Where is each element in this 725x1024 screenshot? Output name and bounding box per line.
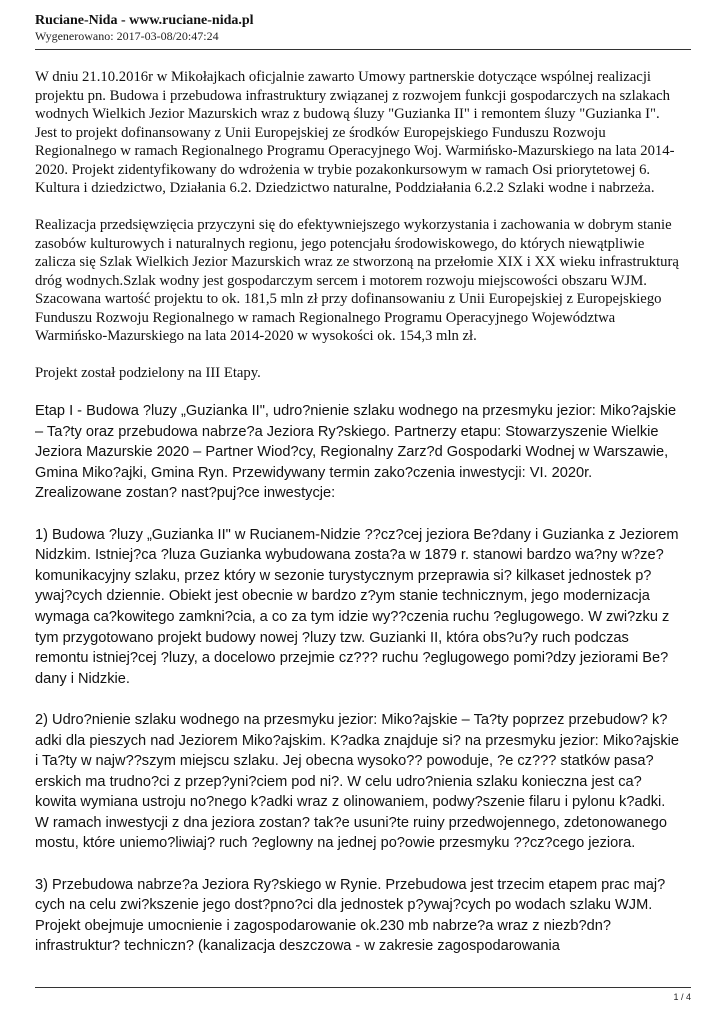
article-body <box>35 68 683 978</box>
generated-timestamp: Wygenerowano: 2017-03-08/20:47:24 <box>35 29 219 43</box>
page-header <box>35 12 254 44</box>
page-number: 1 / 4 <box>673 992 691 1002</box>
header-divider <box>35 49 691 50</box>
paragraph-stages: Projekt został podzielony na III Etapy. <box>35 365 261 381</box>
paragraph-realization: Realizacja przedsięwzięcia przyczyni się do efektywniejszego wykorzystania i zachowania w dobrym stanie zasobów kulturowych i naturalnych regionu, jego potencjału środowiskowego, do których niewątpliwie zalicza się Szlak Wielkich Jezior Mazurskich wraz ze stworzoną na przełomie XIX i XX wieku infrastrukturą dróg wodnych.Szlak wodny jest gospodarczym sercem i motorem rozwoju miejscowości obszaru WJM. Szacowana wartość projektu to ok. 181,5 mln zł przy dofinansowaniu z Unii Europejskiej z Europejskiego Funduszu Rozwoju Regionalnego w ramach Regionalnego Programu Operacyjnego Województwa Warmińsko-Mazurskiego na lata 2014-2020 w wysokości ok. 154,3 mln zł. <box>35 217 679 344</box>
paragraph-item-1: 1) Budowa ?luzy „Guzianka II" w Rucianem-Nidzie ??cz?cej jeziora Be?dany i Guzianka z Jeziorem Nidzkim. Istniej?ca ?luza Guzianka wybudowana zosta?a w 1879 r. stanowi bardzo wa?ny w?ze? komunikacyjny szlaku, przez który w sezonie turystycznym przeprawia si? kilkaset jednostek p?ywaj?cych dziennie. Obiekt jest obecnie w bardzo z?ym stanie technicznym, jego modernizacja wymaga ca?kowitego zamkni?cia, a co za tym idzie wy??czenia ruchu ?eglugowego. W zwi?zku z tym przygotowano projekt budowy nowej ?luzy tzw. Guzianki II, która obs?u?y ruch podczas remontu istniej?cej ?luzy, a docelowo przejmie cz??? ruchu ?eglugowego pomi?dzy jeziorami Be?dany i Nidzkie. <box>35 526 679 687</box>
paragraph-stage-one: Etap I - Budowa ?luzy „Guzianka II", udro?nienie szlaku wodnego na przesmyku jezior: Miko?ajskie – Ta?ty oraz przebudowa nabrze?a Jeziora Ry?skiego. Partnerzy etapu: Stowarzyszenie Wielkie Jeziora Mazurskie 2020 – Partner Wiod?cy, Regionalny Zarz?d Gospodarki Wodnej w Warszawie, Gmina Miko?ajki, Gmina Ryn. Przewidywany termin zako?czenia inwestycji: VI. 2020r. Zrealizowane zostan? nast?puj?ce inwestycje: <box>35 403 677 502</box>
site-title: Ruciane-Nida - www.ruciane-nida.pl <box>35 13 254 28</box>
footer-divider <box>35 987 691 988</box>
paragraph-item-2: 2) Udro?nienie szlaku wodnego na przesmyku jezior: Miko?ajskie – Ta?ty poprzez przebudow? k?adki dla pieszych nad Jeziorem Miko?ajskim. K?adka znajduje si? na przesmyku jezior: Miko?ajskie i Ta?ty w najw??szym miejscu szlaku. Jej obecna wysoko?? powoduje, ?e cz??? statków pasa?erskich ma trudno?ci z przep?yni?ciem pod ni?. W celu udro?nienia szlaku konieczna jest ca?kowita wymiana ustroju no?nego k?adki wraz z olinowaniem, podwy?szenie filaru i pylonu k?adki. W ramach inwestycji z dna jeziora zostan? tak?e usuni?te ruiny przedwojennego, zdetonowanego mostu, które uniemo?liwiaj? ruch ?eglowny na jednej po?owie przesmyku ??cz?cego jeziora. <box>35 711 680 852</box>
paragraph-item-3: 3) Przebudowa nabrze?a Jeziora Ry?skiego w Rynie. Przebudowa jest trzecim etapem prac maj?cych na celu zwi?kszenie jego dost?pno?ci dla jednostek p?ywaj?cych po wodach szlaku WJM. Projekt obejmuje umocnienie i zagospodarowanie ok.230 mb nabrze?a wraz z niezb?dn? infrastruktur? techniczn? (kanalizacja deszczowa - w zakresie zagospodarowania <box>35 876 666 955</box>
paragraph-agreement: W dniu 21.10.2016r w Mikołajkach oficjalnie zawarto Umowy partnerskie dotyczące wspólnej realizacji projektu pn. Budowa i przebudowa infrastruktury związanej z rozwojem funkcji gospodarczych na szlakach wodnych Wielkich Jezior Mazurskich wraz z budową śluzy "Guzianka II" i remontem śluzy "Guzianka I". Jest to projekt dofinansowany z Unii Europejskiej ze środków Europejskiego Funduszu Rozwoju Regionalnego w ramach Regionalnego Programu Operacyjnego Woj. Warmińsko-Mazurskiego na lata 2014-2020. Projekt zidentyfikowany do wdrożenia w trybie pozakonkursowym w ramach Osi priorytetowej 6. Kultura i dziedzictwo, Działania 6.2. Dziedzictwo naturalne, Poddziałania 6.2.2 Szlaki wodne i nabrzeża. <box>35 69 675 196</box>
